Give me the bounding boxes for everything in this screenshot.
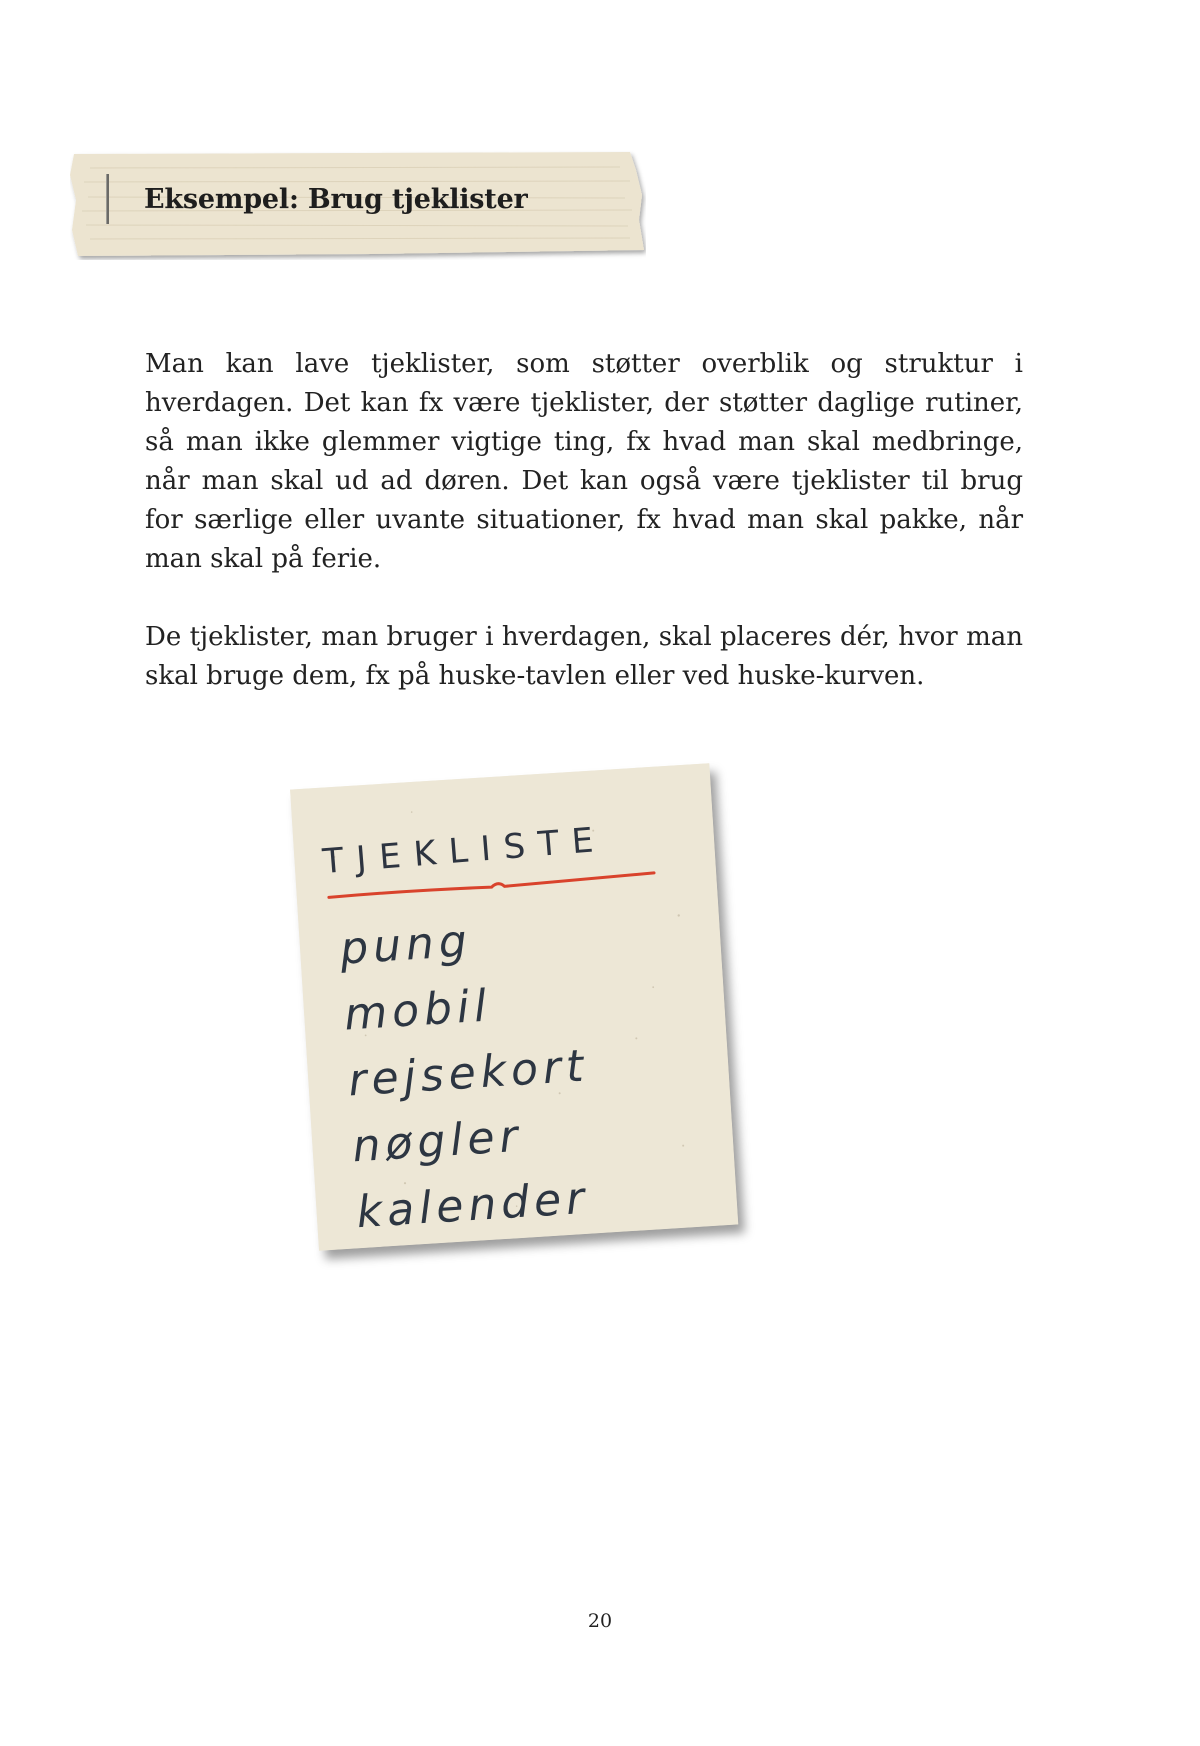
checklist-item: pung	[338, 915, 474, 975]
checklist-item: rejsekort	[346, 1040, 590, 1107]
checklist-items	[338, 902, 598, 1246]
checklist-item: kalender	[355, 1172, 591, 1239]
staple-icon	[106, 174, 110, 224]
checklist-note-paper	[290, 763, 738, 1250]
paragraph: Man kan lave tjeklister, som støtter overblik og struktur i hverdagen. Det kan fx være tjeklister, der støtter daglige rutiner, så man ikke glemmer vigtige ting, fx hvad man skal medbringe, når man skal ud ad døren. Det kan også være tjeklister til brug for særlige eller uvante situationer, fx hvad man skal pakke, når man skal på ferie.	[145, 349, 1023, 574]
paragraph: De tjeklister, man bruger i hverdagen, skal placeres dér, hvor man skal bruge dem, fx på huske-tavlen eller ved huske-kurven.	[145, 622, 1023, 691]
checklist-note-image	[290, 761, 770, 1278]
page-number: 20	[587, 1610, 613, 1632]
checklist-item: nøgler	[351, 1110, 525, 1173]
heading-label	[70, 150, 646, 260]
checklist-item: mobil	[342, 980, 493, 1041]
heading-title: Eksempel: Brug tjeklister	[144, 184, 528, 215]
body-text	[145, 345, 1023, 735]
checklist-title: TJEKLISTE	[321, 819, 608, 883]
